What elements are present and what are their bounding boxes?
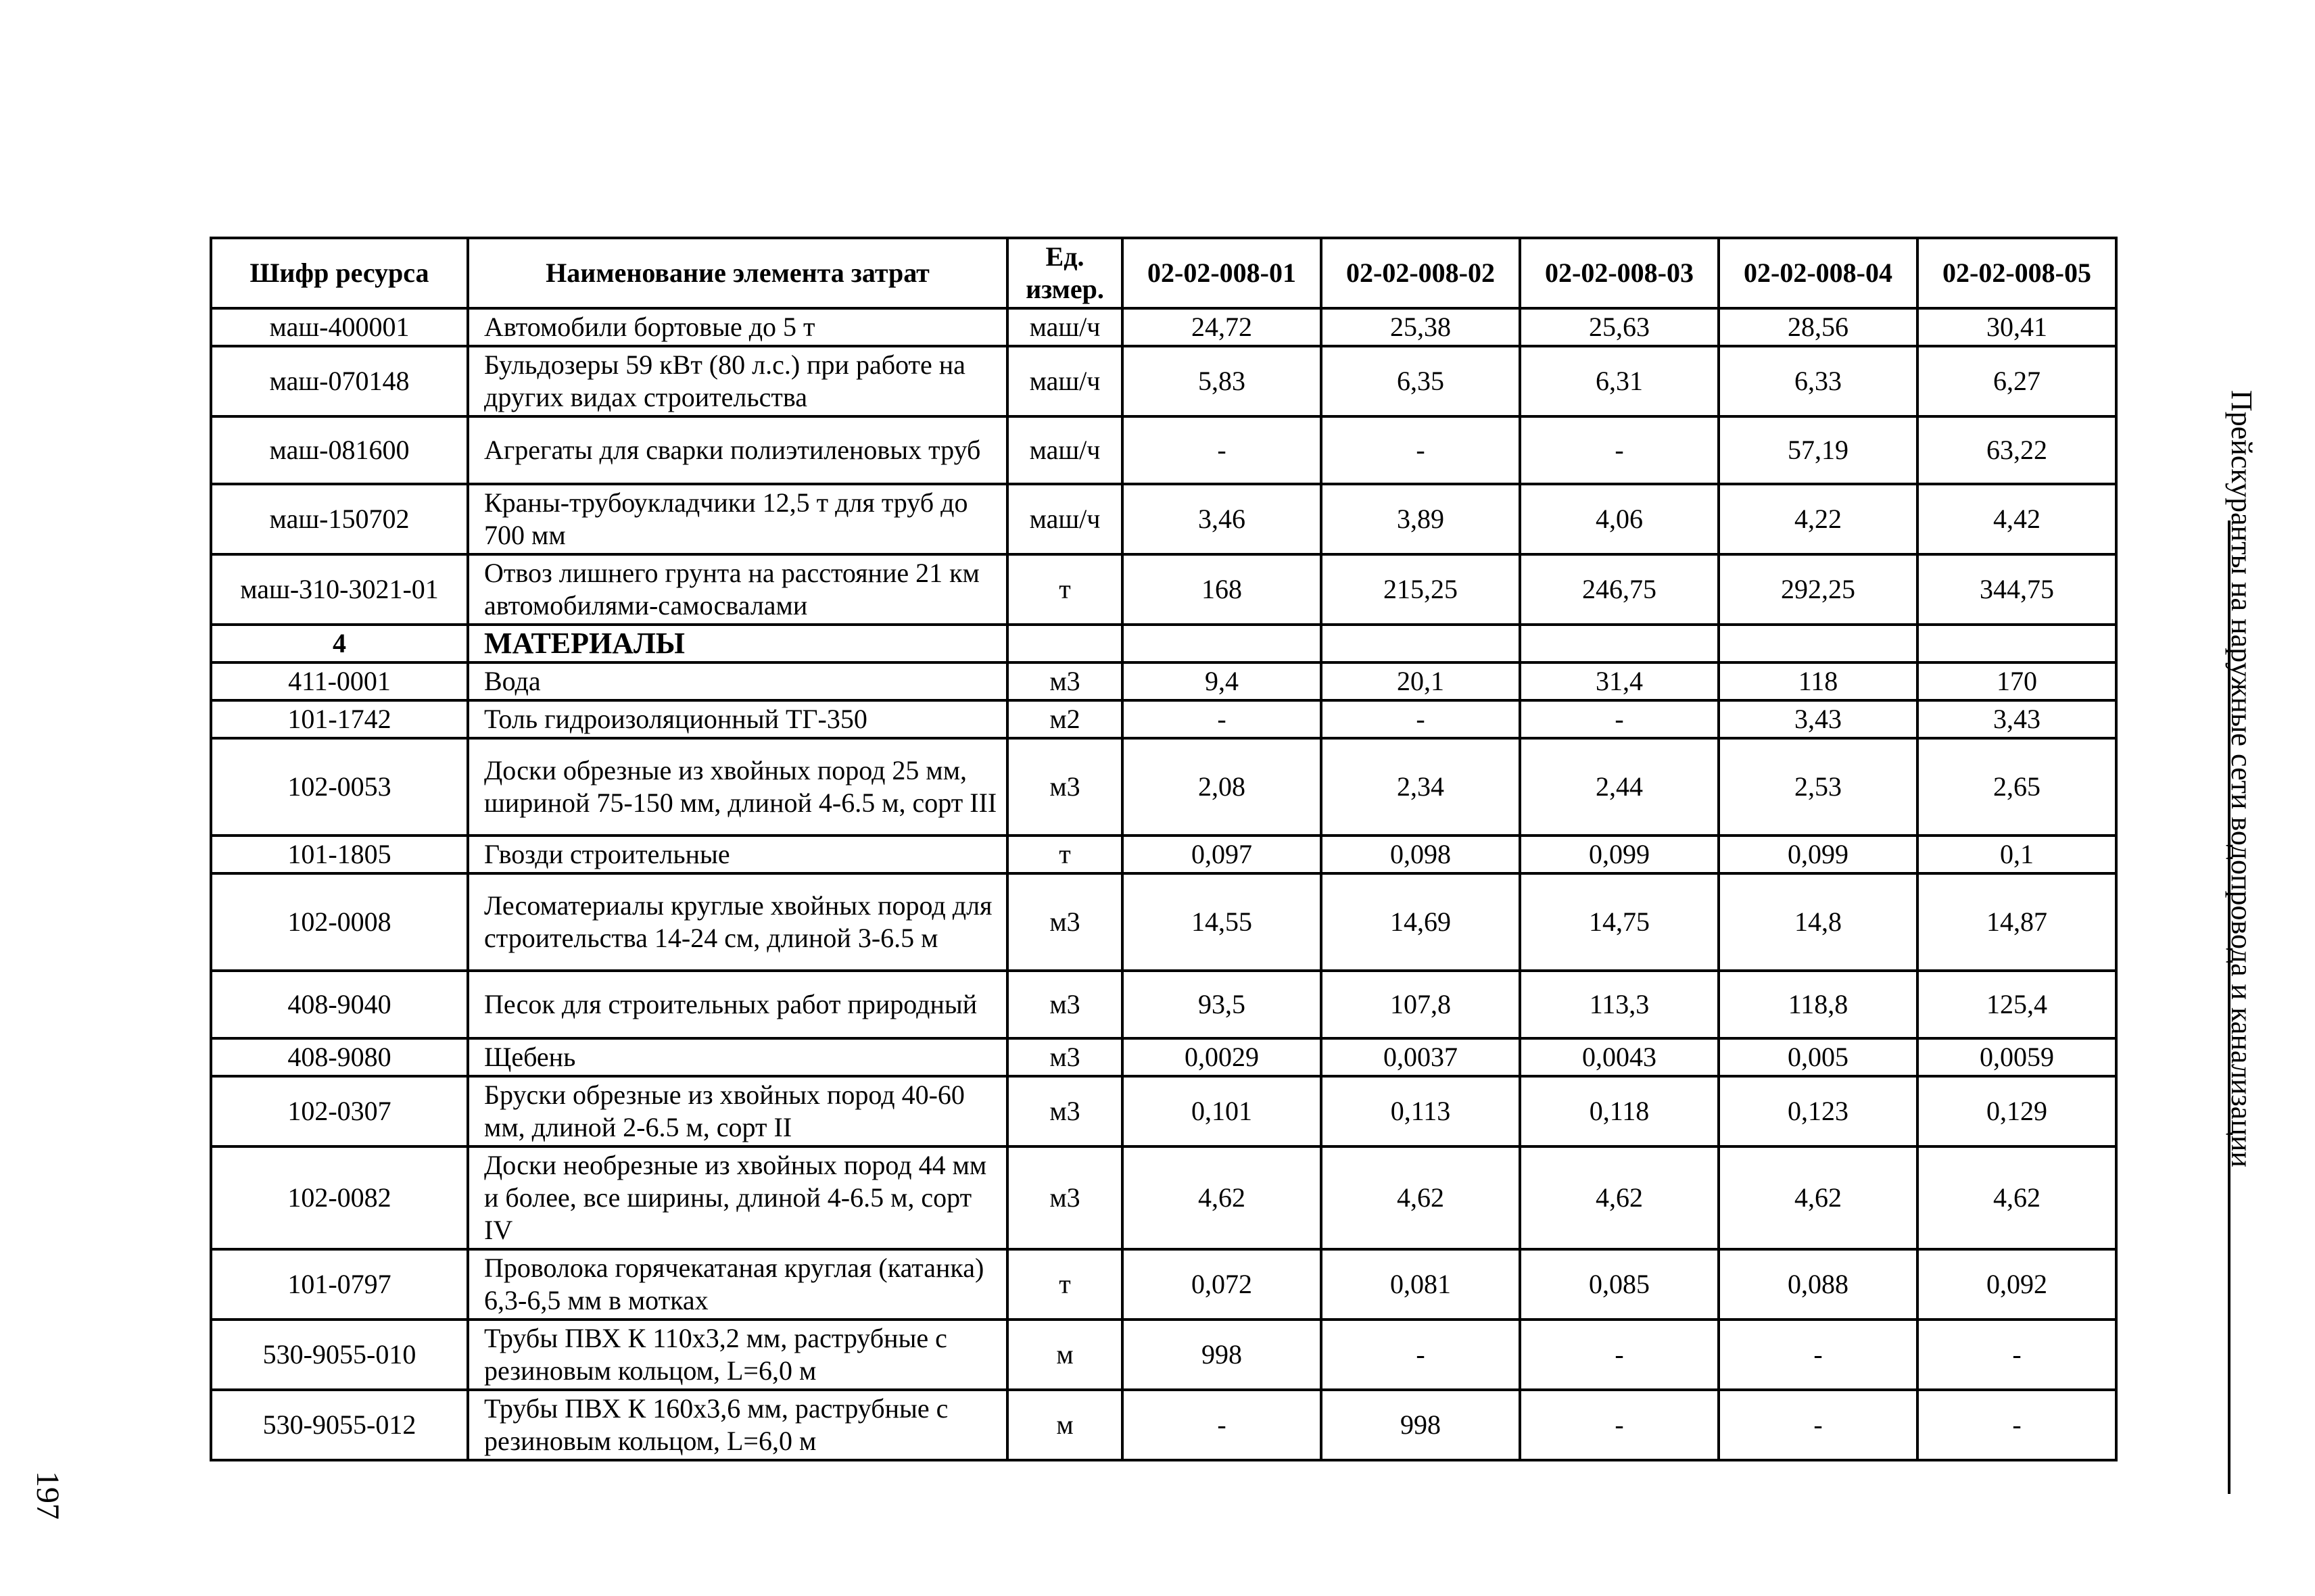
cell-value-4: - (1719, 1390, 1917, 1460)
cell-name: Лесоматериалы круглые хвойных пород для строительства 14-24 см, длиной 3-6.5 м (468, 873, 1007, 971)
cell-value-2: 0,0037 (1321, 1038, 1520, 1076)
cell-value-2: 215,25 (1321, 554, 1520, 625)
cell-value-5: 344,75 (1917, 554, 2116, 625)
cell-unit: маш/ч (1007, 346, 1122, 416)
cell-name: Трубы ПВХ К 110х3,2 мм, раструбные с резиновым кольцом, L=6,0 м (468, 1320, 1007, 1390)
cell-unit: т (1007, 836, 1122, 873)
cell-code: маш-150702 (211, 484, 468, 554)
table-row (211, 1320, 2116, 1390)
cell-unit: м3 (1007, 738, 1122, 836)
cell-value-5: 125,4 (1917, 971, 2116, 1038)
cell-unit: маш/ч (1007, 416, 1122, 484)
cell-unit: т (1007, 554, 1122, 625)
cell-unit: м (1007, 1320, 1122, 1390)
cell-value-5: 4,62 (1917, 1146, 2116, 1249)
cell-value-2: 25,38 (1321, 308, 1520, 346)
cell-value-1: 24,72 (1122, 308, 1321, 346)
table-row (211, 700, 2116, 738)
cost-table (210, 237, 2118, 1461)
cell-value-1: 0,072 (1122, 1249, 1321, 1320)
cell-value-2: 20,1 (1321, 662, 1520, 700)
table-row (211, 484, 2116, 554)
cell-name: Толь гидроизоляционный ТГ-350 (468, 700, 1007, 738)
cell-value-1: 2,08 (1122, 738, 1321, 836)
side-title: Прейскуранты на наружные сети водопровода и канализации (2225, 390, 2258, 1167)
cell-value-1: - (1122, 416, 1321, 484)
table-row (211, 1076, 2116, 1146)
table-row (211, 1390, 2116, 1460)
table-row (211, 873, 2116, 971)
cell-name: Доски обрезные из хвойных пород 25 мм, шириной 75-150 мм, длиной 4-6.5 м, сорт III (468, 738, 1007, 836)
cell-value-4: 0,005 (1719, 1038, 1917, 1076)
cell-value-2: 6,35 (1321, 346, 1520, 416)
cell-unit: м3 (1007, 1076, 1122, 1146)
cell-value-1: 14,55 (1122, 873, 1321, 971)
cell-code: 411-0001 (211, 662, 468, 700)
cell-value-3: 0,118 (1520, 1076, 1719, 1146)
cell-value-3: 4,62 (1520, 1146, 1719, 1249)
cell-code: 530-9055-012 (211, 1390, 468, 1460)
cell-value-2: 4,62 (1321, 1146, 1520, 1249)
cell-value-5: - (1917, 1320, 2116, 1390)
cell-name: МАТЕРИАЛЫ (468, 625, 1007, 662)
cell-value-2: 0,081 (1321, 1249, 1520, 1320)
cell-name: Щебень (468, 1038, 1007, 1076)
cell-value-5: 0,092 (1917, 1249, 2116, 1320)
cell-value-2: 14,69 (1321, 873, 1520, 971)
cell-value-1 (1122, 625, 1321, 662)
cell-value-4: 4,62 (1719, 1146, 1917, 1249)
header-col3: 02-02-008-03 (1520, 238, 1719, 308)
table-row (211, 1038, 2116, 1076)
cell-value-1: 93,5 (1122, 971, 1321, 1038)
cell-code: 408-9080 (211, 1038, 468, 1076)
cell-value-4: 28,56 (1719, 308, 1917, 346)
cell-value-5: 170 (1917, 662, 2116, 700)
cell-name: Автомобили бортовые до 5 т (468, 308, 1007, 346)
table-row (211, 1146, 2116, 1249)
cell-value-3: - (1520, 1320, 1719, 1390)
table-row (211, 836, 2116, 873)
cell-code: маш-310-3021-01 (211, 554, 468, 625)
cell-value-2: 0,113 (1321, 1076, 1520, 1146)
cell-code: 102-0053 (211, 738, 468, 836)
cell-value-1: 998 (1122, 1320, 1321, 1390)
table-row (211, 662, 2116, 700)
cell-value-2: 2,34 (1321, 738, 1520, 836)
cell-value-3: - (1520, 1390, 1719, 1460)
cell-value-3: 2,44 (1520, 738, 1719, 836)
header-col1: 02-02-008-01 (1122, 238, 1321, 308)
cell-value-3: 0,099 (1520, 836, 1719, 873)
cell-value-3: 14,75 (1520, 873, 1719, 971)
cell-value-2: 998 (1321, 1390, 1520, 1460)
header-name: Наименование элемента затрат (468, 238, 1007, 308)
cell-unit: м3 (1007, 1146, 1122, 1249)
table-row (211, 738, 2116, 836)
cell-value-5: 0,0059 (1917, 1038, 2116, 1076)
cell-value-5: 14,87 (1917, 873, 2116, 971)
cell-value-2: 0,098 (1321, 836, 1520, 873)
cell-unit: т (1007, 1249, 1122, 1320)
cell-name: Краны-трубоукладчики 12,5 т для труб до 700 мм (468, 484, 1007, 554)
cell-code: 408-9040 (211, 971, 468, 1038)
cell-value-4: 118 (1719, 662, 1917, 700)
cell-code: 530-9055-010 (211, 1320, 468, 1390)
cell-value-3 (1520, 625, 1719, 662)
cell-code: 101-1805 (211, 836, 468, 873)
cell-value-4: 118,8 (1719, 971, 1917, 1038)
cell-value-5: 0,1 (1917, 836, 2116, 873)
cell-code: 101-1742 (211, 700, 468, 738)
cell-value-4 (1719, 625, 1917, 662)
header-col5: 02-02-008-05 (1917, 238, 2116, 308)
cell-code: 102-0008 (211, 873, 468, 971)
cell-code: 4 (211, 625, 468, 662)
cell-value-2: 107,8 (1321, 971, 1520, 1038)
cell-unit: м3 (1007, 1038, 1122, 1076)
cell-unit: м3 (1007, 971, 1122, 1038)
cell-name: Гвозди строительные (468, 836, 1007, 873)
cell-code: 102-0307 (211, 1076, 468, 1146)
cell-code: маш-081600 (211, 416, 468, 484)
cell-code: 102-0082 (211, 1146, 468, 1249)
table-row (211, 971, 2116, 1038)
cell-value-1: 0,0029 (1122, 1038, 1321, 1076)
cell-value-3: - (1520, 700, 1719, 738)
page-number: 197 (30, 1471, 66, 1520)
cell-value-3: 31,4 (1520, 662, 1719, 700)
header-row (211, 238, 2116, 308)
cell-value-3: 246,75 (1520, 554, 1719, 625)
cell-unit: маш/ч (1007, 484, 1122, 554)
cell-unit (1007, 625, 1122, 662)
cell-value-4: 0,088 (1719, 1249, 1917, 1320)
cell-value-5: 30,41 (1917, 308, 2116, 346)
cell-value-1: 0,101 (1122, 1076, 1321, 1146)
cell-name: Вода (468, 662, 1007, 700)
cell-value-5 (1917, 625, 2116, 662)
table-row (211, 346, 2116, 416)
cell-value-4: 292,25 (1719, 554, 1917, 625)
cell-value-3: 6,31 (1520, 346, 1719, 416)
cell-value-4: 0,099 (1719, 836, 1917, 873)
cell-value-5: 2,65 (1917, 738, 2116, 836)
cell-value-2: - (1321, 700, 1520, 738)
header-unit: Ед. измер. (1007, 238, 1122, 308)
header-code: Шифр ресурса (211, 238, 468, 308)
cell-unit: м2 (1007, 700, 1122, 738)
cell-value-1: 3,46 (1122, 484, 1321, 554)
cell-value-2: 3,89 (1321, 484, 1520, 554)
table-row (211, 416, 2116, 484)
cell-name: Трубы ПВХ К 160х3,6 мм, раструбные с резиновым кольцом, L=6,0 м (468, 1390, 1007, 1460)
cell-value-5: 63,22 (1917, 416, 2116, 484)
cell-value-4: 0,123 (1719, 1076, 1917, 1146)
cell-value-4: 4,22 (1719, 484, 1917, 554)
cell-value-4: 14,8 (1719, 873, 1917, 971)
cell-unit: м (1007, 1390, 1122, 1460)
cell-value-1: 4,62 (1122, 1146, 1321, 1249)
cell-value-5: 0,129 (1917, 1076, 2116, 1146)
table-body (211, 308, 2116, 1460)
section-row (211, 625, 2116, 662)
cell-value-4: 2,53 (1719, 738, 1917, 836)
cell-name: Проволока горячекатаная круглая (катанка) 6,3-6,5 мм в мотках (468, 1249, 1007, 1320)
cell-value-3: - (1520, 416, 1719, 484)
cell-value-1: 168 (1122, 554, 1321, 625)
cell-value-5: 4,42 (1917, 484, 2116, 554)
cell-unit: м3 (1007, 662, 1122, 700)
cell-value-1: 0,097 (1122, 836, 1321, 873)
cell-value-3: 0,0043 (1520, 1038, 1719, 1076)
cell-unit: маш/ч (1007, 308, 1122, 346)
table-row (211, 1249, 2116, 1320)
cell-value-4: 57,19 (1719, 416, 1917, 484)
cell-code: маш-400001 (211, 308, 468, 346)
cell-value-1: - (1122, 700, 1321, 738)
cell-value-5: - (1917, 1390, 2116, 1460)
cell-name: Отвоз лишнего грунта на расстояние 21 км автомобилями-самосвалами (468, 554, 1007, 625)
cell-value-4: 3,43 (1719, 700, 1917, 738)
table-row (211, 554, 2116, 625)
cell-name: Доски необрезные из хвойных пород 44 мм и более, все ширины, длиной 4-6.5 м, сорт IV (468, 1146, 1007, 1249)
cell-value-2 (1321, 625, 1520, 662)
cell-code: 101-0797 (211, 1249, 468, 1320)
cell-value-1: - (1122, 1390, 1321, 1460)
cell-value-2: - (1321, 416, 1520, 484)
cell-name: Бруски обрезные из хвойных пород 40-60 мм, длиной 2-6.5 м, сорт II (468, 1076, 1007, 1146)
cell-value-5: 3,43 (1917, 700, 2116, 738)
cell-value-1: 9,4 (1122, 662, 1321, 700)
cell-name: Агрегаты для сварки полиэтиленовых труб (468, 416, 1007, 484)
header-col2: 02-02-008-02 (1321, 238, 1520, 308)
cell-value-3: 113,3 (1520, 971, 1719, 1038)
header-col4: 02-02-008-04 (1719, 238, 1917, 308)
cell-name: Бульдозеры 59 кВт (80 л.с.) при работе на других видах строительства (468, 346, 1007, 416)
cell-unit: м3 (1007, 873, 1122, 971)
cell-value-3: 0,085 (1520, 1249, 1719, 1320)
cell-value-3: 25,63 (1520, 308, 1719, 346)
cell-value-4: - (1719, 1320, 1917, 1390)
cell-name: Песок для строительных работ природный (468, 971, 1007, 1038)
cell-value-4: 6,33 (1719, 346, 1917, 416)
cell-value-3: 4,06 (1520, 484, 1719, 554)
cell-value-1: 5,83 (1122, 346, 1321, 416)
cell-value-5: 6,27 (1917, 346, 2116, 416)
table-row (211, 308, 2116, 346)
cell-code: маш-070148 (211, 346, 468, 416)
cell-value-2: - (1321, 1320, 1520, 1390)
